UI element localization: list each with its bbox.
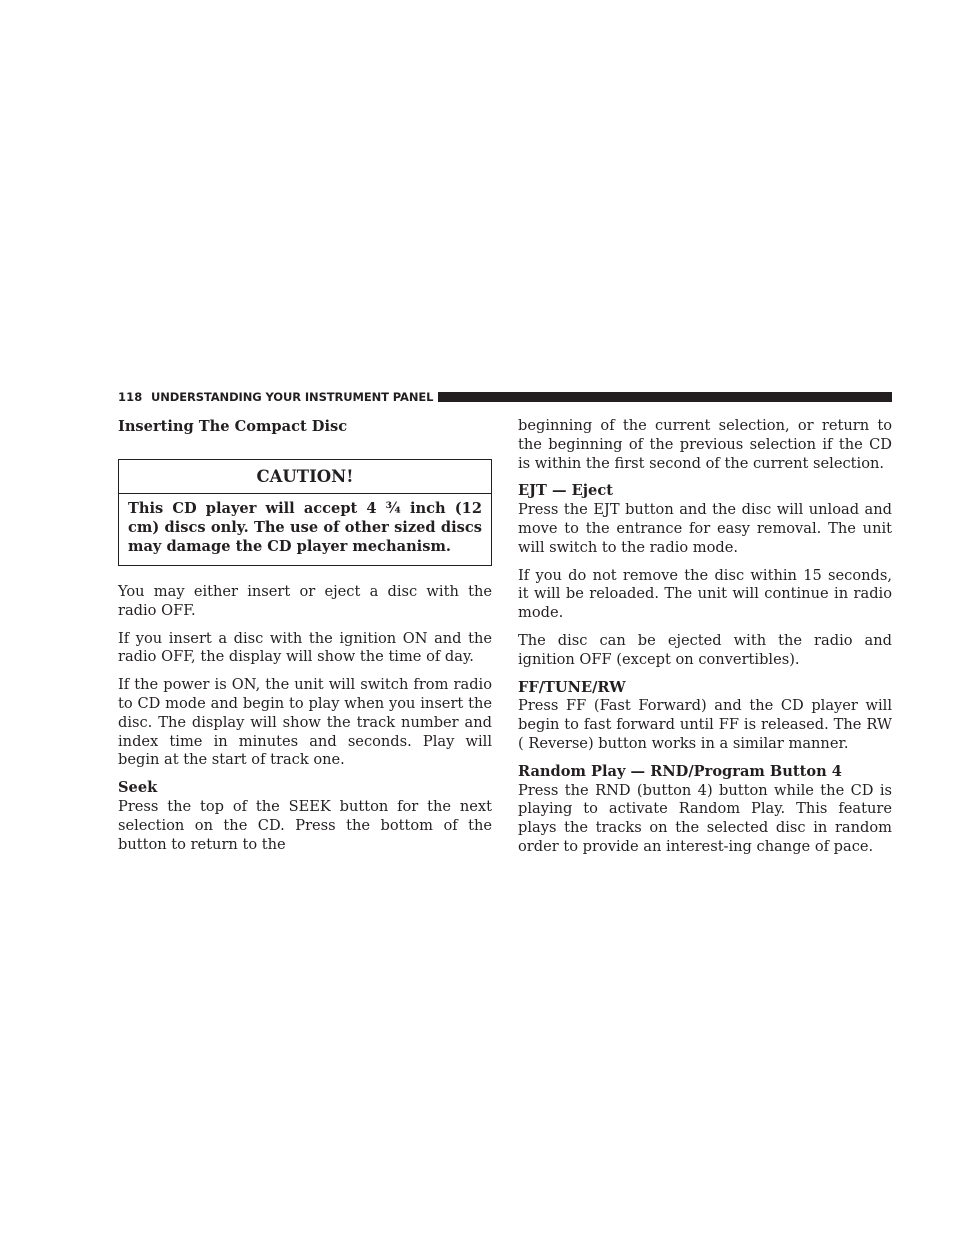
- header-rule-bar: [438, 392, 892, 402]
- eject-heading: EJT — Eject: [518, 482, 613, 500]
- eject-reload-text: If you do not remove the disc within 15 seconds, it will be reloaded. The unit will continue in radio mode.: [518, 566, 892, 622]
- page-header: [118, 390, 892, 406]
- page-number: 118: [118, 390, 143, 404]
- random-play-text: Press the RND (button 4) button while the CD is playing to activate Random Play. This feature plays the tracks on the selected disc in random order to provide an interest-ing change of pace.: [518, 781, 892, 855]
- running-head: UNDERSTANDING YOUR INSTRUMENT PANEL: [151, 390, 434, 404]
- seek-text-continued: beginning of the current selection, or return to the beginning of the previous selection if the CD is within the first second of the current selection.: [518, 417, 892, 472]
- left-column: [118, 417, 492, 854]
- caution-title: CAUTION!: [119, 460, 491, 494]
- ff-tune-rw-heading: FF/TUNE/RW: [518, 678, 626, 696]
- paragraph-ignition: If you insert a disc with the ignition ON and the radio OFF, the display will show the time of day.: [118, 629, 492, 666]
- paragraph-power-on: If the power is ON, the unit will switch from radio to CD mode and begin to play when you insert the disc. The display will show the track number and index time in minutes and seconds. Play will begin at the start of track one.: [118, 676, 492, 769]
- right-column: [518, 417, 892, 857]
- eject-text: Press the EJT button and the disc will unload and move to the entrance for easy removal. The unit will switch to the radio mode.: [518, 501, 892, 556]
- seek-text: Press the top of the SEEK button for the next selection on the CD. Press the bottom of the button to return to the: [118, 797, 492, 853]
- section-title: Inserting The Compact Disc: [118, 418, 348, 435]
- caution-box: [118, 459, 492, 566]
- paragraph-insert-eject: You may either insert or eject a disc with the radio OFF.: [118, 583, 492, 619]
- eject-ignition-text: The disc can be ejected with the radio and ignition OFF (except on convertibles).: [518, 631, 892, 668]
- random-play-heading: Random Play — RND/Program Button 4: [518, 762, 842, 780]
- ff-tune-rw-text: Press FF (Fast Forward) and the CD player will begin to fast forward until FF is released. The RW ( Reverse) button works in a similar manner.: [518, 697, 892, 752]
- seek-heading: Seek: [118, 779, 158, 797]
- caution-text: This CD player will accept 4 ¾ inch (12 cm) discs only. The use of other sized discs may damage the CD player mechanism.: [128, 500, 482, 555]
